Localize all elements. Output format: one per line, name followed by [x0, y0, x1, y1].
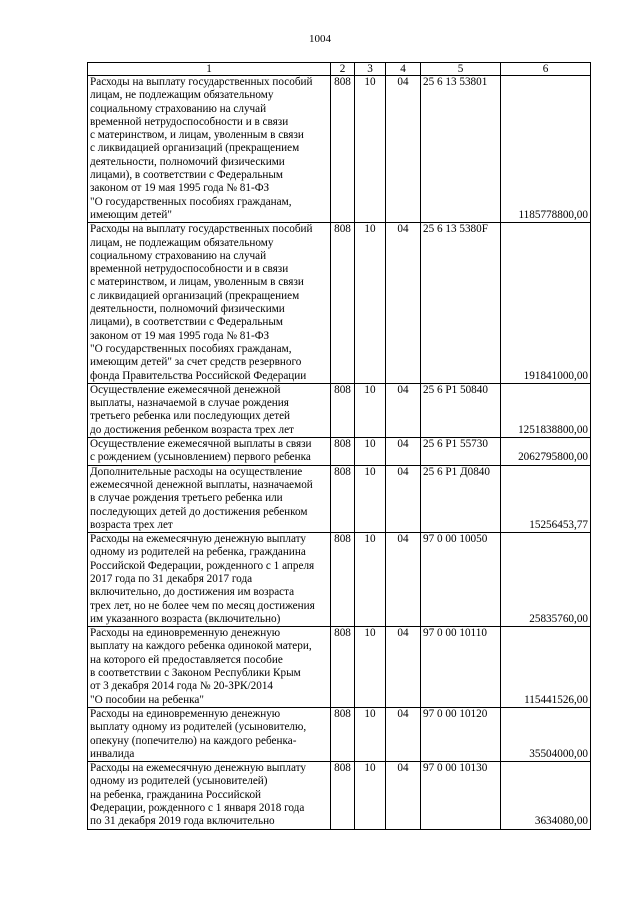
subsection-code: 04	[386, 627, 421, 708]
subsection-code: 04	[386, 383, 421, 437]
target-article-code: 97 0 00 10050	[421, 533, 501, 627]
expense-name: Расходы на ежемесячную денежную выплату одному из родителей на ребенка, гражданина Российской Федерации, рожденного с 1 апреля 2017 года по 31 декабря 2017 года включительно, до достижения им возраста трех лет, но не более чем по месяц достижения им указанного возраста (включительно)	[88, 533, 331, 627]
target-article-code: 97 0 00 10130	[421, 762, 501, 829]
budget-table	[87, 62, 591, 830]
grbs-code: 808	[331, 76, 355, 223]
expense-name: Расходы на ежемесячную денежную выплату одному из родителей (усыновителей) на ребенка, гражданина Российской Федерации, рожденного с 1 января 2018 года по 31 декабря 2019 года включительно	[88, 762, 331, 829]
page-number: 1004	[309, 33, 331, 45]
table-row	[88, 383, 591, 437]
amount: 25835760,00	[501, 533, 591, 627]
expense-name: Расходы на единовременную денежную выплату одному из родителей (усыновителю, опекуну (попечителю) на каждого ребенка- инвалида	[88, 707, 331, 761]
section-code: 10	[355, 533, 386, 627]
table-row	[88, 533, 591, 627]
subsection-code: 04	[386, 76, 421, 223]
amount: 15256453,77	[501, 465, 591, 532]
amount: 3634080,00	[501, 762, 591, 829]
grbs-code: 808	[331, 438, 355, 466]
subsection-code: 04	[386, 762, 421, 829]
section-code: 10	[355, 76, 386, 223]
target-article-code: 25 6 13 53801	[421, 76, 501, 223]
target-article-code: 25 6 13 5380F	[421, 223, 501, 384]
expense-name: Дополнительные расходы на осуществление ежемесячной денежной выплаты, назначаемой в случае рождения третьего ребенка или последующих детей до достижения ребенком возраста трех лет	[88, 465, 331, 532]
amount: 2062795800,00	[501, 438, 591, 466]
section-code: 10	[355, 465, 386, 532]
section-code: 10	[355, 627, 386, 708]
grbs-code: 808	[331, 707, 355, 761]
subsection-code: 04	[386, 533, 421, 627]
expense-name: Расходы на выплату государственных пособий лицам, не подлежащим обязательному социальному страхованию на случай временной нетрудоспособности и в связи с материнством, и лицам, уволенным в связи с ликвидацией организаций (прекращением деятельности, полномочий физическими лицами), в соответствии с Федеральным законом от 19 мая 1995 года № 81-ФЗ "О государственных пособиях гражданам, имеющим детей" за счет средств резервного фонда Правительства Российской Федерации	[88, 223, 331, 384]
grbs-code: 808	[331, 383, 355, 437]
section-code: 10	[355, 707, 386, 761]
header-cell: 2	[331, 63, 355, 76]
table-row	[88, 438, 591, 466]
table-row	[88, 627, 591, 708]
header-cell: 4	[386, 63, 421, 76]
amount: 115441526,00	[501, 627, 591, 708]
grbs-code: 808	[331, 533, 355, 627]
amount: 35504000,00	[501, 707, 591, 761]
expense-name: Осуществление ежемесячной денежной выплаты, назначаемой в случае рождения третьего ребенка или последующих детей до достижения ребенком возраста трех лет	[88, 383, 331, 437]
table-row	[88, 762, 591, 829]
table-row	[88, 465, 591, 532]
amount: 191841000,00	[501, 223, 591, 384]
target-article-code: 25 6 P1 50840	[421, 383, 501, 437]
expense-name: Расходы на выплату государственных пособий лицам, не подлежащим обязательному социальному страхованию на случай временной нетрудоспособности и в связи с материнством, и лицам, уволенным в связи с ликвидацией организаций (прекращением деятельности, полномочий физическими лицами), в соответствии с Федеральным законом от 19 мая 1995 года № 81-ФЗ "О государственных пособиях гражданам, имеющим детей"	[88, 76, 331, 223]
section-code: 10	[355, 762, 386, 829]
subsection-code: 04	[386, 223, 421, 384]
grbs-code: 808	[331, 465, 355, 532]
amount: 1185778800,00	[501, 76, 591, 223]
target-article-code: 97 0 00 10120	[421, 707, 501, 761]
section-code: 10	[355, 438, 386, 466]
grbs-code: 808	[331, 762, 355, 829]
amount: 1251838800,00	[501, 383, 591, 437]
section-code: 10	[355, 383, 386, 437]
grbs-code: 808	[331, 223, 355, 384]
expense-name: Осуществление ежемесячной выплаты в связи с рождением (усыновлением) первого ребенка	[88, 438, 331, 466]
header-cell: 1	[88, 63, 331, 76]
table-row	[88, 76, 591, 223]
table-row	[88, 223, 591, 384]
target-article-code: 97 0 00 10110	[421, 627, 501, 708]
grbs-code: 808	[331, 627, 355, 708]
subsection-code: 04	[386, 438, 421, 466]
subsection-code: 04	[386, 465, 421, 532]
target-article-code: 25 6 P1 55730	[421, 438, 501, 466]
header-cell: 3	[355, 63, 386, 76]
header-cell: 6	[501, 63, 591, 76]
table-row	[88, 707, 591, 761]
header-cell: 5	[421, 63, 501, 76]
subsection-code: 04	[386, 707, 421, 761]
expense-name: Расходы на единовременную денежную выплату на каждого ребенка одинокой матери, на которого ей предоставляется пособие в соответствии с Законом Республики Крым от 3 декабря 2014 года № 20-ЗРК/2014 "О пособии на ребенка"	[88, 627, 331, 708]
section-code: 10	[355, 223, 386, 384]
target-article-code: 25 6 P1 Д0840	[421, 465, 501, 532]
header-row	[88, 63, 591, 76]
